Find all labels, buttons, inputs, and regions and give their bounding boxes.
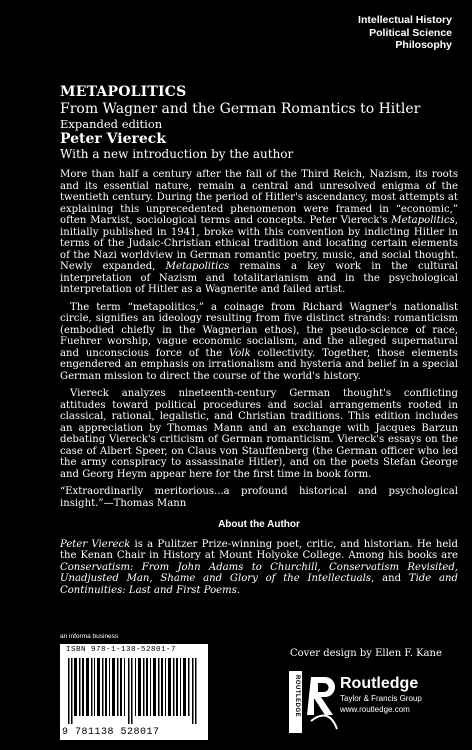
italic-author: Peter Viereck <box>60 538 131 550</box>
publisher-website: www.routledge.com <box>340 705 410 714</box>
book-subtitle: From Wagner and the German Romantics to Hitler <box>60 101 421 117</box>
edition-label: Expanded edition <box>60 117 163 131</box>
barcode-bars <box>68 658 202 724</box>
text-run: The term “metapolitics,” a coinage from Richard Wagner's nationalist circle, signifies an ideology resulting from five distinct strands: romanticism (embodied chiefly in the Wagnerian ethos), the pseudo-science of race, Fuehrer worship, vague economic socialism, and the alleged supernatural and unconscious force of the <box>60 301 458 359</box>
author-name: Peter Viereck <box>60 131 167 147</box>
informa-imprint: an informa business <box>60 633 119 640</box>
subject-intellectual-history: Intellectual History <box>358 14 452 26</box>
blurb-paragraph-2 <box>60 302 458 383</box>
isbn-number: ISBN 978-1-138-52801-7 <box>66 646 177 654</box>
blurb-text <box>60 169 458 602</box>
text-run: More than half a century after the fall of the Third Reich, Nazism, its roots and its essential nature, remain a central and unresolved enigma of the twentieth century. During the period of Hitler's ascendancy, most attempts at explaining this unprecedented phenomenon were framed in “economic,” often Marxist, sociological terms and concepts. Peter Viereck's <box>60 169 458 226</box>
cover-design-credit: Cover design by Ellen F. Kane <box>290 648 442 659</box>
subject-philosophy: Philosophy <box>395 39 452 51</box>
text-run: collectivity. Together, those elements engendered an emphasis on irrationalism and hysteria and belief in a special German mission to direct the course of the world's history. <box>60 347 458 382</box>
text-run: . <box>236 584 241 596</box>
text-run: is a Pulitzer Prize-winning poet, critic, and historian. He held the Kenan Chair in History at Mount Holyoke College. Among his books are <box>60 538 458 561</box>
about-author-heading: About the Author <box>218 519 300 530</box>
subject-political-science: Political Science <box>369 26 452 39</box>
about-author-text <box>60 539 458 597</box>
isbn-barcode-digits: 9 781138 528017 <box>62 727 160 738</box>
blurb-paragraph-3: Viereck analyzes nineteenth-century German thought's conflicting attitudes toward political procedures and social arrangements rooted in classical, rational, legalistic, and Christian traditions. This edition includes an appreciation by Thomas Mann and an exchange with Jacques Barzun debating Viereck's criticism of German romanticism. Viereck's essays on the case of Albert Speer, on Claus von Stauffenberg (the German officer who led the army conspiracy to assassinate Hitler), and on the poets Stefan George and Georg Heym appear here for the first time in book form. <box>60 388 458 480</box>
routledge-spine-text: ROUTLEDGE <box>294 675 300 718</box>
isbn-barcode <box>60 644 208 740</box>
publisher-group: Taylor & Francis Group <box>340 694 422 703</box>
text-run: , initially published in 1941, broke with this convention by indicting Hitler in terms of the Judaic-Christian ethical tradition and locating certain elements of the Nazi worldview in German romantic poetry, music, and social thought. Newly expanded, <box>60 215 458 272</box>
book-title: METAPOLITICS <box>60 84 187 100</box>
publisher-name: Routledge <box>340 675 419 692</box>
blurb-paragraph-1 <box>60 169 458 296</box>
italic-title: Metapolitics <box>165 261 230 272</box>
book-heading <box>60 84 460 162</box>
italic-title: Metapolitics <box>391 215 455 226</box>
italic-book-list: Conservatism: From John Adams to Churchill, Conservatism Revisited, Unadjusted Man, Shame and Glory of the Intellectuals <box>60 561 458 584</box>
subject-categories <box>358 14 452 52</box>
new-introduction-note: With a new introduction by the author <box>60 147 294 161</box>
text-run: , and <box>371 573 409 584</box>
italic-book-title: Tide and Continuities: Last and First Poems <box>60 573 458 596</box>
publisher-block <box>340 675 422 715</box>
endorsement-quote: “Extraordinarily meritorious...a profound historical and psychological insight.”—Thomas Mann <box>60 486 458 509</box>
text-run: remains a key work in the cultural interpretation of Nazism and totalitarianism and in the psychological interpretation of Hitler as a Wagnerite and failed artist. <box>60 261 459 295</box>
italic-word: Volk <box>228 347 251 359</box>
